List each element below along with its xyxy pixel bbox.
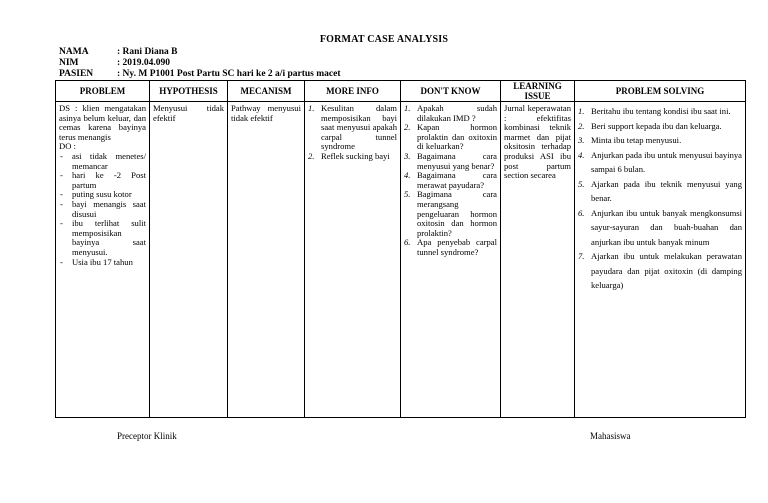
header-dont-know: DON'T KNOW xyxy=(401,81,501,102)
list-item: - Usia ibu 17 tahun xyxy=(59,258,146,268)
list-item: 1. Apakah sudah dilakukan IMD ? xyxy=(404,103,497,123)
meta-name-value: : Rani Diana B xyxy=(117,47,178,57)
hypothesis-cell: Menyusui tidak efektif xyxy=(150,102,228,418)
meta-patient-row xyxy=(59,69,341,79)
list-item: - bayi menangis saat disusui xyxy=(59,200,146,219)
list-item: 3. Bagaimana cara menyusui yang benar? xyxy=(404,150,497,171)
meta-nim-row xyxy=(59,58,170,68)
header-problem: PROBLEM xyxy=(56,81,150,102)
list-item: 2. Beri support kepada ibu dan keluarga. xyxy=(578,120,722,131)
header-mechanism: MECANISM xyxy=(228,81,305,102)
meta-name-row xyxy=(59,47,177,57)
dont-know-cell xyxy=(401,102,501,418)
list-item: - asi tidak menetes/ memancar xyxy=(59,152,146,171)
table-row xyxy=(56,102,746,418)
list-item: - puting susu kotor xyxy=(59,190,146,200)
list-item: 5. Bagimana cara merangsang pengeluaran hormon oxitosin dan hormon prolaktin? xyxy=(404,189,497,238)
more-info-list xyxy=(308,104,397,162)
list-item: 2. Reflek sucking bayi xyxy=(308,150,390,161)
problem-do-list xyxy=(59,152,146,267)
list-item: 2. Kapan hormon prolaktin dan oxitoxin di keluarkan? xyxy=(404,122,497,152)
list-item: 7. Ajarkan ibu untuk melakukan perawatan payudara dan pijat oxitoxin (di damping keluarga) xyxy=(578,251,742,290)
header-learning-issue: LEARNING ISSUE xyxy=(501,81,575,102)
case-analysis-table xyxy=(55,80,746,418)
problem-cell xyxy=(56,102,150,418)
header-hypothesis: HYPOTHESIS xyxy=(150,81,228,102)
list-item: 3. Minta ibu tetap menyusui. xyxy=(578,135,682,145)
list-item: 6. Anjurkan ibu untuk banyak mengkonsumsi sayur-sayuran dan buah-buahan dan anjurkan ibu untuk banyak minum xyxy=(578,207,742,247)
header-more-info: MORE INFO xyxy=(305,81,401,102)
preceptor-signature-label: Preceptor Klinik xyxy=(117,431,177,441)
problem-solving-list xyxy=(578,104,742,293)
mechanism-cell: Pathway menyusui tidak efektif xyxy=(228,102,305,418)
list-item: 1. Kesulitan dalam memposisikan bayi saat menyusui apakah carpal tunnel syndrome xyxy=(308,103,397,152)
more-info-cell xyxy=(305,102,401,418)
list-item: 1. Beritahu ibu tentang kondisi ibu saat ini. xyxy=(578,106,731,116)
problem-do-label: DO : xyxy=(59,141,76,152)
header-problem-solving: PROBLEM SOLVING xyxy=(575,81,746,102)
list-item: 4. Anjurkan pada ibu untuk menyusui bayinya sampai 6 bulan. xyxy=(578,149,742,174)
meta-nim-label: NIM xyxy=(59,58,79,68)
learning-issue-cell: Jurnal keperawatan : efektifitas kombinasi teknik marmet dan pijat oksitosin terhadap produksi ASI ibu post partum section secarea xyxy=(501,102,575,418)
table-header-row xyxy=(56,81,746,102)
meta-name-label: NAMA xyxy=(59,47,89,57)
problem-ds-text: DS : klien mengatakan asinya belum keluar, dan cemas karena bayinya terus menangis xyxy=(59,103,146,142)
document-title: FORMAT CASE ANALYSIS xyxy=(319,34,449,45)
list-item: 6. Apa penyebab carpal tunnel syndrome? xyxy=(404,237,497,257)
list-item: 4. Bagaimana cara merawat payudara? xyxy=(404,170,497,190)
meta-nim-value: : 2019.04.090 xyxy=(117,58,171,68)
problem-solving-cell xyxy=(575,102,746,418)
list-item: - ibu terlihat sulit memposisikan bayinya saat menyusui. xyxy=(59,219,146,257)
meta-patient-value: : Ny. M P1001 Post Partu SC hari ke 2 a/i partus macet xyxy=(117,69,341,79)
meta-patient-label: PASIEN xyxy=(59,69,94,79)
list-item: - hari ke -2 Post partum xyxy=(59,171,146,190)
dont-know-list xyxy=(404,104,497,258)
student-signature-label: Mahasiswa xyxy=(590,431,631,441)
list-item: 5. Ajarkan pada ibu teknik menyusui yang benar. xyxy=(578,178,742,203)
